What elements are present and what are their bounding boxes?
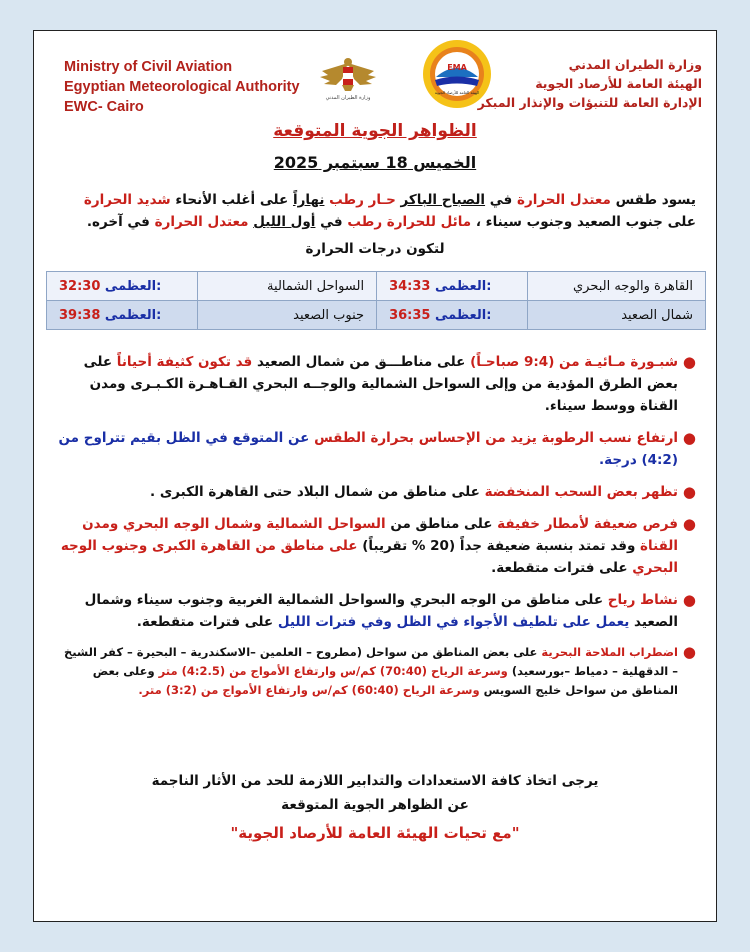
phenomenon-name: ارتفاع نسب الرطوبة يزيد من الإحساس بحرارة الطقس xyxy=(314,430,678,446)
max-label: العظمى: xyxy=(434,278,492,294)
max-label: العظمى: xyxy=(434,307,492,323)
phenomenon-highlight: على مناطق من القاهرة الكبرى وجنوب الوجه البحري xyxy=(60,538,678,576)
bulletin-title: الظواهر الجوية المتوقعة xyxy=(273,121,477,141)
value-number: 36:35 xyxy=(389,307,431,323)
phenomena-list xyxy=(56,351,696,710)
intro-highlight: معتدل الحرارة xyxy=(516,192,611,208)
header-arabic xyxy=(478,55,702,112)
bulletin-page xyxy=(33,30,717,922)
phenomenon-highlight: السواحل الشمالية وشمال الوجه البحري ومدن القناة xyxy=(82,516,678,554)
intro-highlight: نهاراً xyxy=(292,192,325,208)
table-row xyxy=(47,272,706,301)
phenomenon-name: شبـورة مـائيـة من (9:4 صباحـاً) xyxy=(470,354,678,370)
bullet-dot-icon: ● xyxy=(682,429,696,447)
intro-text: على أغلب الأنحاء xyxy=(170,192,293,208)
phenomenon-name: نشاط رياح xyxy=(607,592,678,608)
intro-highlight: شديد الحرارة xyxy=(83,192,171,208)
ema-logo-text: EMA xyxy=(447,63,467,72)
phenomenon-text: على فترات متقطعة. xyxy=(136,614,278,630)
authority-line: Egyptian Meteorological Authority xyxy=(64,79,300,95)
intro-highlight: مائل للحرارة رطب xyxy=(347,214,472,230)
phenomenon-text: عن المتوقع في الظل بقيم تتراوح من (4:2) درجة. xyxy=(58,430,678,468)
footer-note xyxy=(34,769,716,845)
list-item xyxy=(56,513,696,579)
intro-highlight: معتدل الحرارة xyxy=(154,214,249,230)
max-label: العظمى: xyxy=(104,278,162,294)
phenomenon-highlight: يعمل على تلطيف الأجواء في الظل وفي فترات الليل xyxy=(277,614,630,630)
phenomenon-text: وعلى بعض المناطق من سواحل خليج السويس xyxy=(92,664,678,697)
footer-line: يرجى اتخاذ كافة الاستعدادات والتدابير اللازمة للحد من الأثار الناجمة xyxy=(151,773,599,789)
list-item xyxy=(56,351,696,417)
bulletin-date: الخميس 18 سبتمبر 2025 xyxy=(273,153,477,172)
list-item xyxy=(56,589,696,633)
header-english xyxy=(64,57,300,117)
ministry-eagle-logo xyxy=(318,53,378,103)
intro-highlight: أول الليل xyxy=(253,214,316,230)
value-cell xyxy=(47,301,198,330)
table-row xyxy=(47,301,706,330)
value-cell xyxy=(47,272,198,301)
region-cell: جنوب الصعيد xyxy=(198,301,377,330)
phenomenon-name: اضطراب الملاحة البحرية xyxy=(541,645,678,659)
list-item xyxy=(56,427,696,471)
intro-highlight: حـار رطب xyxy=(329,192,396,208)
intro-paragraph xyxy=(62,189,696,233)
intro-text: يسود طقس xyxy=(610,192,696,208)
phenomenon-text: على بعض الطرق المؤدية من وإلى السواحل الشمالية والوجــه البحري القـاهـرة الكـبـرى ومدن القناة ووسط سيناء. xyxy=(83,354,678,414)
list-item xyxy=(56,643,696,700)
value-cell xyxy=(377,301,528,330)
value-cell xyxy=(377,272,528,301)
max-label: العظمى: xyxy=(104,307,162,323)
value-number: 32:30 xyxy=(59,278,101,294)
phenomenon-text: على مناطق من xyxy=(385,516,498,532)
value-number: 39:38 xyxy=(59,307,101,323)
bullet-dot-icon: ● xyxy=(682,353,696,371)
intro-highlight: الصباح الباكر xyxy=(400,192,486,208)
region-cell: شمال الصعيد xyxy=(528,301,706,330)
phenomenon-highlight: وسرعة الرياح (70:40) كم/س وارتفاع الأمواج من (4:2.5) متر xyxy=(158,664,508,678)
signature: "مع تحيات الهيئة العامة للأرصاد الجوية" xyxy=(230,824,520,842)
bullet-dot-icon: ● xyxy=(682,483,696,501)
region-cell: القاهرة والوجه البحري xyxy=(528,272,706,301)
bullet-dot-icon: ● xyxy=(682,643,696,661)
region-cell: السواحل الشمالية xyxy=(198,272,377,301)
footer-line: عن الظواهر الجوية المتوقعة xyxy=(281,797,469,813)
eagle-caption: وزارة الطيران المدني xyxy=(325,95,371,101)
phenomenon-highlight: قد تكون كثيفة أحياناً xyxy=(116,354,253,370)
phenomenon-text: على مناطق من شمال البلاد حتى القاهرة الكبرى . xyxy=(150,484,485,500)
ema-logo-caption: الهيئة العامة للأرصاد الجوية xyxy=(434,90,480,95)
intro-text: في xyxy=(315,214,348,230)
phenomenon-text: على مناطـــق من شمال الصعيد xyxy=(252,354,471,370)
value-number: 34:33 xyxy=(389,278,431,294)
phenomenon-text: وقد تمتد بنسبة ضعيفة جداً (20 % تقريباً) xyxy=(357,538,641,554)
bullet-dot-icon: ● xyxy=(682,515,696,533)
phenomenon-text: على فترات متقطعة. xyxy=(491,560,633,576)
phenomenon-name: فرص ضعيفة لأمطار خفيفة xyxy=(497,516,678,532)
bullet-dot-icon: ● xyxy=(682,591,696,609)
phenomenon-text: على مناطق من الوجه البحري والسواحل الشمالية الغربية وجنوب سيناء وشمال الصعيد xyxy=(84,592,678,630)
intro-text: على جنوب الصعيد وجنوب سيناء ، xyxy=(471,214,696,230)
temperature-heading: لتكون درجات الحرارة xyxy=(305,241,445,257)
office-line-ar: الإدارة العامة للتنبؤات والإنذار المبكر xyxy=(477,95,702,110)
ministry-line-ar: وزارة الطيران المدني xyxy=(568,57,702,72)
phenomenon-text: على بعض المناطق من سواحل (مطروح – العلمين –الاسكندرية – البحيرة – كفر الشيخ – الدقهلية – دمياط –بورسعيد) xyxy=(63,645,678,678)
office-line: EWC- Cairo xyxy=(64,99,144,115)
temperature-table xyxy=(46,271,706,330)
phenomenon-name: تظهر بعض السحب المنخفضة xyxy=(484,484,678,500)
authority-line-ar: الهيئة العامة للأرصاد الجوية xyxy=(535,76,702,91)
intro-text: في xyxy=(485,192,517,208)
phenomenon-highlight: وسرعة الرياح (60:40) كم/س وارتفاع الأمواج من (3:2) متر. xyxy=(138,683,480,697)
intro-text: في آخره. xyxy=(86,214,155,230)
ministry-line: Ministry of Civil Aviation xyxy=(64,59,233,75)
list-item xyxy=(56,481,696,503)
